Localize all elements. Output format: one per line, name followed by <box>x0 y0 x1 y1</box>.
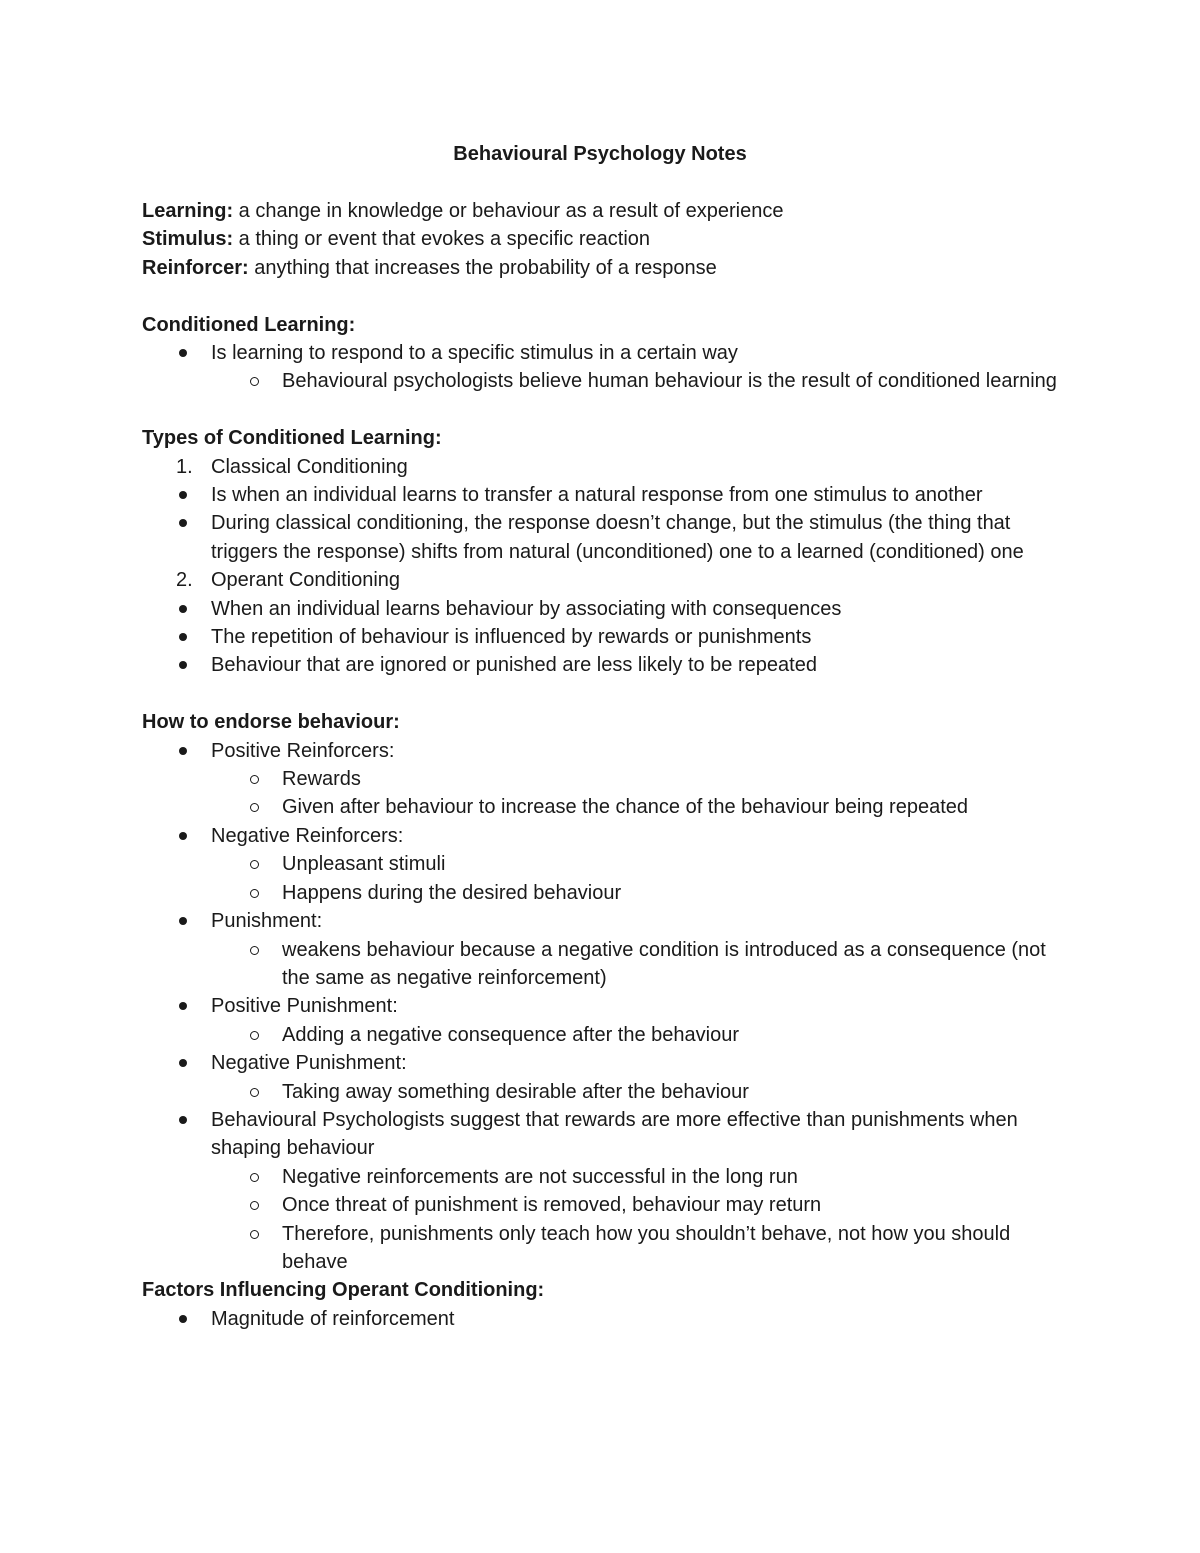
list-item-text: Operant Conditioning <box>211 569 401 592</box>
bullet-icon <box>179 661 187 669</box>
term-text: a thing or event that evokes a specific reaction <box>233 228 651 251</box>
bullet-icon <box>179 832 187 840</box>
section-heading-endorse: How to endorse behaviour: <box>142 711 400 734</box>
hollow-bullet-icon <box>250 775 259 784</box>
bullet-icon <box>179 633 187 641</box>
list-item <box>142 651 1062 679</box>
bullet-icon <box>179 1315 187 1323</box>
list-item-text: During classical conditioning, the response doesn’t change, but the stimulus (the thing that triggers the response) shifts from natural (unconditioned) one to a learned (conditioned) one <box>211 512 1024 563</box>
list-subitem <box>142 765 1062 793</box>
term-label: Learning: <box>142 200 234 222</box>
document-body <box>142 197 1062 1333</box>
list-item <box>142 339 1062 367</box>
list-item <box>142 1049 1062 1077</box>
list-subitem <box>142 367 1062 395</box>
list-subitem <box>142 850 1062 878</box>
section-heading-factors: Factors Influencing Operant Conditioning: <box>142 1279 545 1302</box>
hollow-bullet-icon <box>250 1031 259 1040</box>
list-item <box>142 992 1062 1020</box>
bullet-icon <box>179 917 187 925</box>
term-text: a change in knowledge or behaviour as a result of experience <box>233 200 784 222</box>
list-item-text: Given after behaviour to increase the chance of the behaviour being repeated <box>282 796 969 819</box>
bullet-icon <box>179 519 187 527</box>
definition-learning <box>142 197 1062 225</box>
bullet-icon <box>179 1002 187 1010</box>
term-label: Reinforcer: <box>142 256 249 279</box>
numbered-item <box>142 566 1062 594</box>
list-item-text: Therefore, punishments only teach how you shouldn’t behave, not how you should behave <box>282 1222 1011 1273</box>
definition-stimulus <box>142 225 1062 253</box>
list-item-text: Behavioural Psychologists suggest that rewards are more effective than punishments when shaping behaviour <box>211 1108 1018 1160</box>
definition-reinforcer <box>142 254 1062 282</box>
page-title: Behavioural Psychology Notes <box>453 143 747 165</box>
list-item-text: Happens during the desired behaviour <box>282 881 622 904</box>
list-item <box>142 1305 1062 1333</box>
list-subitem <box>142 1021 1062 1049</box>
hollow-bullet-icon <box>250 803 259 812</box>
list-item <box>142 737 1062 765</box>
list-item <box>142 509 1062 566</box>
spacer <box>142 680 1062 708</box>
list-item-text: Positive Reinforcers: <box>211 739 395 762</box>
list-subitem <box>142 1220 1062 1277</box>
numbered-item <box>142 453 1062 481</box>
list-item-text: Classical Conditioning <box>211 455 408 478</box>
list-item <box>142 907 1062 935</box>
list-item-text: Behaviour that are ignored or punished are less likely to be repeated <box>211 654 817 677</box>
hollow-bullet-icon <box>250 889 259 898</box>
spacer <box>142 396 1062 424</box>
list-item-text: Adding a negative consequence after the behaviour <box>282 1023 740 1046</box>
list-subitem <box>142 1078 1062 1106</box>
bullet-icon <box>179 747 187 755</box>
bullet-icon <box>179 1059 187 1067</box>
list-item-text: Taking away something desirable after the behaviour <box>282 1080 749 1103</box>
spacer <box>142 282 1062 310</box>
term-label: Stimulus: <box>142 228 234 251</box>
list-item-text: Negative reinforcements are not successful in the long run <box>282 1165 798 1188</box>
term-text: anything that increases the probability of a response <box>248 256 717 279</box>
list-item-text: Once threat of punishment is removed, behaviour may return <box>282 1194 822 1217</box>
list-number: 1. <box>176 455 193 478</box>
list-item-text: Is learning to respond to a specific stimulus in a certain way <box>211 342 738 365</box>
hollow-bullet-icon <box>250 1173 259 1182</box>
list-item-text: Punishment: <box>211 910 323 933</box>
section-heading-conditioned: Conditioned Learning: <box>142 313 356 336</box>
list-subitem <box>142 879 1062 907</box>
list-item-text: Negative Reinforcers: <box>211 824 404 847</box>
list-item-text: Behavioural psychologists believe human behaviour is the result of conditioned learning <box>282 370 1057 393</box>
list-item-text: Positive Punishment: <box>211 995 398 1018</box>
list-subitem <box>142 1163 1062 1191</box>
hollow-bullet-icon <box>250 1230 259 1239</box>
section-heading-types: Types of Conditioned Learning: <box>142 427 442 450</box>
list-item <box>142 822 1062 850</box>
hollow-bullet-icon <box>250 946 259 955</box>
list-item <box>142 595 1062 623</box>
list-item-text: The repetition of behaviour is influenced by rewards or punishments <box>211 626 812 649</box>
list-item-text: When an individual learns behaviour by associating with consequences <box>211 597 842 620</box>
hollow-bullet-icon <box>250 1201 259 1210</box>
list-item-text: Unpleasant stimuli <box>282 853 446 876</box>
hollow-bullet-icon <box>250 1088 259 1097</box>
bullet-icon <box>179 491 187 499</box>
list-item-text: Is when an individual learns to transfer a natural response from one stimulus to another <box>211 484 983 507</box>
list-subitem <box>142 1191 1062 1219</box>
list-item-text: Rewards <box>282 768 361 791</box>
hollow-bullet-icon <box>250 377 259 386</box>
hollow-bullet-icon <box>250 860 259 869</box>
list-subitem <box>142 936 1062 993</box>
bullet-icon <box>179 605 187 613</box>
list-item-text: weakens behaviour because a negative condition is introduced as a consequence (not the same as negative reinforcement) <box>282 938 1046 989</box>
list-number: 2. <box>176 569 193 592</box>
list-item-text: Negative Punishment: <box>211 1052 407 1075</box>
list-item <box>142 481 1062 509</box>
bullet-icon <box>179 349 187 357</box>
list-item <box>142 1106 1062 1163</box>
list-item <box>142 623 1062 651</box>
list-item-text: Magnitude of reinforcement <box>211 1307 455 1330</box>
bullet-icon <box>179 1116 187 1124</box>
list-subitem <box>142 793 1062 821</box>
